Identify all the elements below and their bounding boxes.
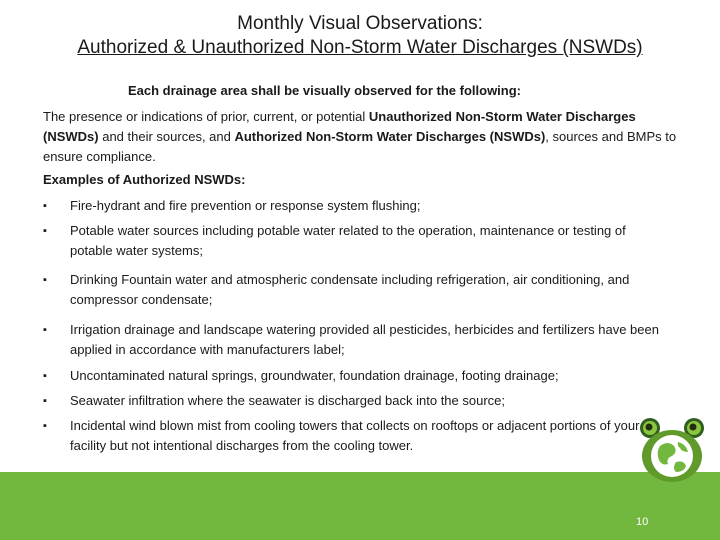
square-bullet-icon: ▪	[43, 324, 47, 336]
list-item	[43, 416, 663, 456]
list-item-text: Uncontaminated natural springs, groundwater, foundation drainage, footing drainage;	[70, 368, 559, 383]
intro-text-before: The presence or indications of prior, current, or potential	[43, 109, 369, 124]
frog-globe-logo	[636, 416, 720, 484]
square-bullet-icon: ▪	[43, 200, 47, 212]
list-item	[43, 391, 663, 411]
list-item-text: Incidental wind blown mist from cooling towers that collects on rooftops or adjacent portions of your facility but not intentional discharges from the cooling tower.	[70, 418, 640, 453]
list-item	[43, 366, 663, 386]
slide-title-line1: Monthly Visual Observations:	[237, 13, 483, 34]
footer-bar	[0, 472, 720, 540]
slide-title-line2: Authorized & Unauthorized Non-Storm Water Discharges (NSWDs)	[77, 37, 643, 58]
square-bullet-icon: ▪	[43, 370, 47, 382]
intro-bold-authorized: Authorized Non-Storm Water Discharges (NSWDs)	[234, 129, 546, 144]
list-item-text: Irrigation drainage and landscape watering provided all pesticides, herbicides and fertilizers have been applied in accordance with manufacturers label;	[70, 322, 659, 357]
list-item	[43, 320, 663, 360]
page-number: 10	[636, 516, 649, 528]
square-bullet-icon: ▪	[43, 225, 47, 237]
square-bullet-icon: ▪	[43, 395, 47, 407]
list-item-text: Fire-hydrant and fire prevention or response system flushing;	[70, 198, 421, 213]
list-item-text: Potable water sources including potable water related to the operation, maintenance or testing of potable water systems;	[70, 223, 626, 258]
list-item	[43, 221, 663, 261]
slide-title	[0, 12, 720, 60]
intro-text-middle: and their sources, and	[98, 129, 235, 144]
examples-heading: Examples of Authorized NSWDs:	[43, 172, 246, 187]
intro-paragraph	[43, 107, 683, 167]
list-item	[43, 196, 663, 216]
square-bullet-icon: ▪	[43, 420, 47, 432]
list-item-text: Drinking Fountain water and atmospheric condensate including refrigeration, air conditioning, and compressor condensate;	[70, 272, 630, 307]
intro-heading: Each drainage area shall be visually observed for the following:	[128, 83, 522, 98]
list-item	[43, 270, 663, 310]
intro-bold-unauthorized: Unauthorized Non-Storm Water Discharges (NSWDs)	[43, 109, 636, 144]
list-item-text: Seawater infiltration where the seawater is discharged back into the source;	[70, 393, 506, 408]
intro-text-after: , sources and BMPs to ensure compliance.	[43, 129, 677, 164]
examples-list	[43, 196, 663, 456]
square-bullet-icon: ▪	[43, 274, 47, 286]
